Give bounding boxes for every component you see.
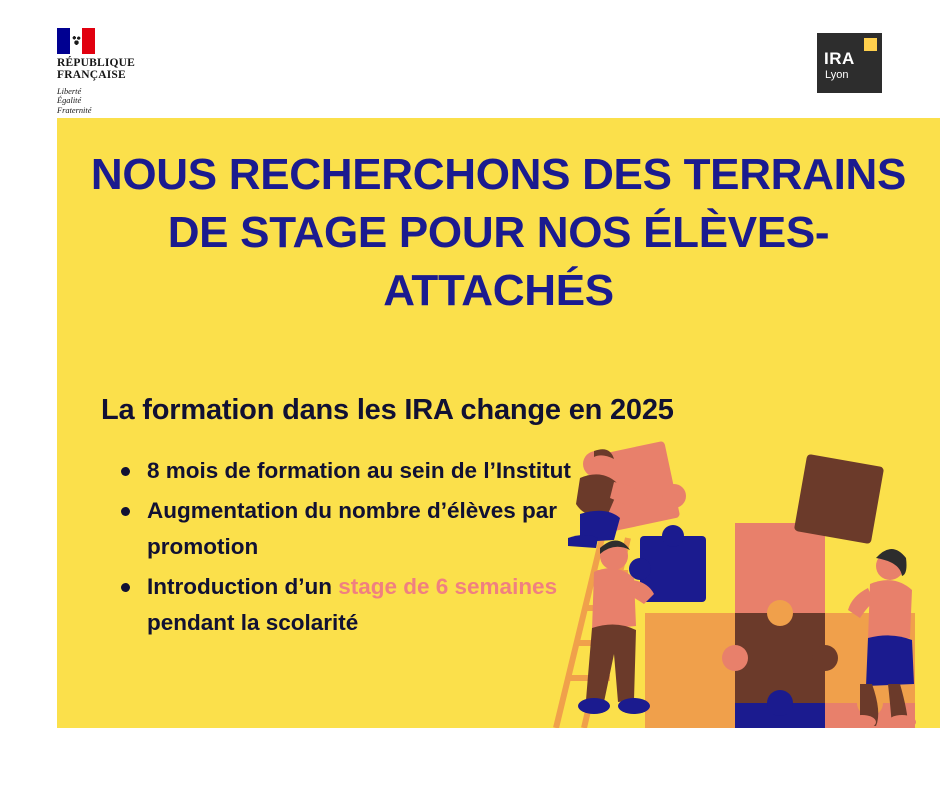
republique-label: RÉPUBLIQUE FRANÇAISE xyxy=(57,57,136,82)
french-flag-marianne-icon xyxy=(57,28,95,54)
republique-francaise-logo xyxy=(57,28,187,115)
left-margin xyxy=(0,118,57,728)
people-assembling-puzzle-illustration xyxy=(550,438,940,728)
list-item xyxy=(115,453,595,489)
list-item-text: Introduction d’un xyxy=(147,574,339,599)
list-item-highlight: stage de 6 semaines xyxy=(338,574,558,599)
list-item-text: 8 mois de formation au sein de l’Institut xyxy=(147,458,571,483)
page-title: NOUS RECHERCHONS DES TERRAINS DE STAGE POUR NOS ÉLÈVES-ATTACHÉS xyxy=(90,150,907,315)
republique-motto: Liberté Égalité Fraternité xyxy=(57,86,92,115)
poster-header xyxy=(0,0,940,118)
bullet-list xyxy=(115,453,595,645)
footer-strip xyxy=(0,728,940,788)
list-item xyxy=(115,493,595,565)
list-item-text: Augmentation du nombre d’élèves par promotion xyxy=(147,498,558,559)
ira-logo-city: Lyon xyxy=(825,69,849,81)
list-item xyxy=(115,569,595,641)
poster-body xyxy=(57,118,940,728)
list-item-text-after: pendant la scolarité xyxy=(147,610,359,635)
ira-logo-name: IRA xyxy=(824,49,855,68)
ira-logo-square-icon xyxy=(864,38,877,51)
subheading: La formation dans les IRA change en 2025 xyxy=(101,394,674,426)
puzzle-piece-brown xyxy=(794,454,884,544)
ira-lyon-logo xyxy=(817,33,882,93)
